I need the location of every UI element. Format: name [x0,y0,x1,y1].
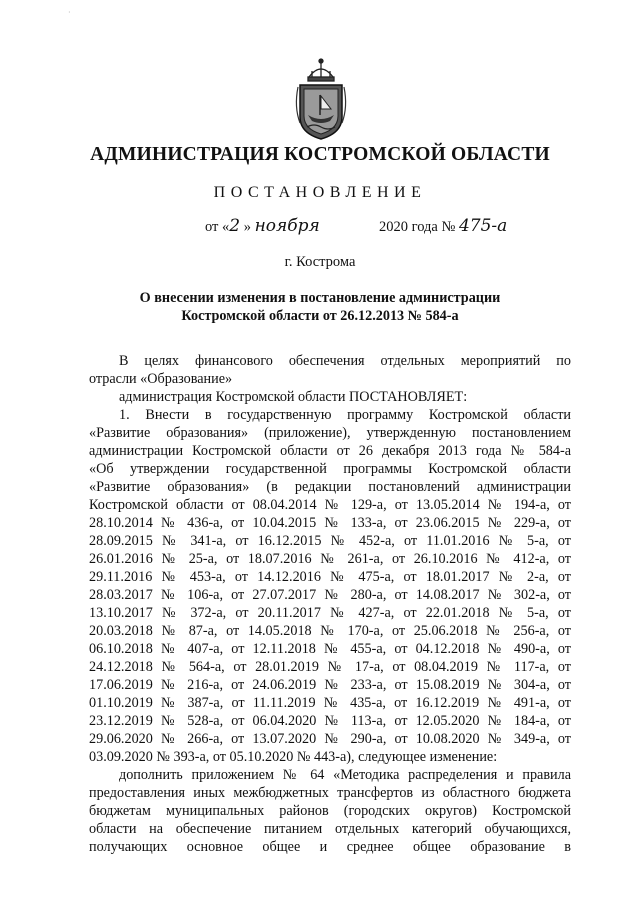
body-line: 06.10.2018 № 407-а, от 12.11.2018 № 455-а, от 04.12.2018 № 490-а, от [89,641,571,657]
date-year: 2020 года № [379,219,456,235]
body-line: «Об утверждении государственной программы Костромской области [89,461,571,477]
body-line: бюджетам муниципальных районов (городских округов) Костромской [89,803,571,819]
scan-speck: · [68,8,71,17]
body-line: «Развитие образования» (в редакции постановлений администрации [89,479,571,495]
body-line: В целях финансового обеспечения отдельных мероприятий по [119,353,571,369]
body-line: 17.06.2019 № 216-а, от 24.06.2019 № 233-а, от 15.08.2019 № 304-а, от [89,677,571,693]
organization-title: АДМИНИСТРАЦИЯ КОСТРОМСКОЙ ОБЛАСТИ [90,144,550,165]
body-line: 28.09.2015 № 341-а, от 16.12.2015 № 452-а, от 11.01.2016 № 5-а, от [89,533,571,549]
body-line: 01.10.2019 № 387-а, от 11.11.2019 № 435-а, от 16.12.2019 № 491-а, от [89,695,571,711]
body-line: предоставления иных межбюджетных трансфертов из областного бюджета [89,785,571,801]
document-body [89,352,571,856]
body-line: «Развитие образования» (приложение), утвержденную постановлением [89,425,571,441]
body-line: 28.10.2014 № 436-а, от 10.04.2015 № 133-а, от 23.06.2015 № 229-а, от [89,515,571,531]
city: г. Кострома [284,254,356,270]
date-prefix: от « [205,219,230,235]
document-heading [0,289,640,325]
coat-of-arms-icon [292,57,350,142]
date-month: ноября [254,216,320,236]
body-line: 23.12.2019 № 528-а, от 06.04.2020 № 113-а, от 12.05.2020 № 184-а, от [89,713,571,729]
date-mid: » [243,219,251,235]
body-line: 28.03.2017 № 106-а, от 27.07.2017 № 280-а, от 14.08.2017 № 302-а, от [89,587,571,603]
body-line: 26.01.2016 № 25-а, от 18.07.2016 № 261-а, от 26.10.2016 № 412-а, от [89,551,571,567]
body-line: 29.06.2020 № 266-а, от 13.07.2020 № 290-а, от 10.08.2020 № 349-а, от [89,731,571,747]
date-day: 2 [229,216,241,236]
document-type: ПОСТАНОВЛЕНИЕ [213,184,427,201]
heading-line-2: Костромской области от 26.12.2013 № 584-а [181,308,459,324]
body-line: администрация Костромской области ПОСТАНОВЛЯЕТ: [119,389,468,405]
body-line: 03.09.2020 № 393-а, от 05.10.2020 № 443-а), следующее изменение: [89,749,498,765]
body-line: 20.03.2018 № 87-а, от 14.05.2018 № 170-а, от 25.06.2018 № 256-а, от [89,623,571,639]
body-line: администрации Костромской области от 26 декабря 2013 года № 584-а [89,443,571,459]
document-number: 475-а [458,216,508,236]
body-line: Костромской области от 08.04.2014 № 129-а, от 13.05.2014 № 194-а, от [89,497,571,513]
body-line: дополнить приложением № 64 «Методика распределения и правила [119,767,571,783]
body-line: 13.10.2017 № 372-а, от 20.11.2017 № 427-а, от 22.01.2018 № 5-а, от [89,605,571,621]
body-line: 1. Внести в государственную программу Костромской области [119,407,571,423]
heading-line-1: О внесении изменения в постановление администрации [139,290,501,306]
year-number-line [379,216,507,236]
body-line: 24.12.2018 № 564-а, от 28.01.2019 № 17-а, от 08.04.2019 № 117-а, от [89,659,571,675]
body-line: области на обеспечение питанием отдельных категорий обучающихся, [89,821,571,837]
body-line: отрасли «Образование» [89,371,233,387]
body-line: 29.11.2016 № 453-а, от 14.12.2016 № 475-а, от 18.01.2017 № 2-а, от [89,569,571,585]
body-line: получающих основное общее и среднее общее образование в [89,839,571,855]
date-line [205,216,320,236]
